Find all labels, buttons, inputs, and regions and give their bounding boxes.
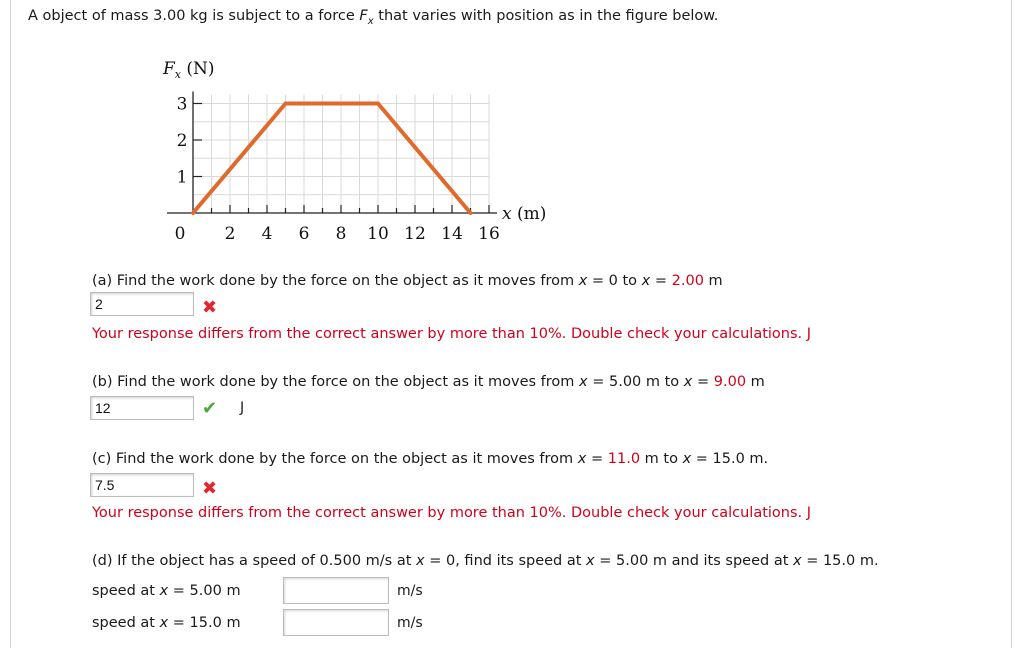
y-tick-label: 3: [176, 94, 188, 115]
x-tick-label: 12: [404, 224, 426, 244]
answer-input-b[interactable]: [90, 396, 194, 420]
speed-unit-2: m/s: [397, 615, 423, 631]
x-tick-label: 16: [478, 224, 500, 244]
question-d: (d) If the object has a speed of 0.500 m/s at x = 0, find its speed at x = 5.00 m and its speed at x = 15.0 m.: [92, 553, 879, 569]
y-tick-label: 2: [176, 131, 188, 151]
highlight-value-b: 9.00: [713, 374, 747, 390]
answer-input-a[interactable]: [90, 292, 194, 316]
x-tick-label: 0: [174, 224, 186, 244]
highlight-value-c: 11.0: [607, 451, 641, 467]
x-tick-label: 14: [441, 224, 463, 244]
problem-text-prefix: A object of mass 3.00 kg is subject to a force: [28, 8, 360, 24]
speed-input-2[interactable]: [283, 609, 389, 636]
x-mark-icon: ✖: [202, 478, 218, 499]
x-axis-label: x (m): [502, 204, 547, 224]
x-tick-label: 10: [367, 224, 389, 244]
problem-text-suffix: that varies with position as in the figure below.: [373, 8, 719, 24]
y-axis-label: $F_x$ (N): [163, 59, 215, 81]
highlight-value-a: 2.00: [671, 273, 704, 289]
speed-input-1[interactable]: [283, 577, 389, 604]
question-b: (b) Find the work done by the force on the object as it moves from x = 5.00 m to x = 9.00 m: [92, 374, 765, 390]
x-tick-label: 2: [224, 224, 236, 244]
speed-label-2: speed at x = 15.0 m: [92, 615, 241, 631]
x-mark-icon: ✖: [202, 297, 218, 318]
x-tick-label: 6: [298, 224, 310, 244]
error-message-a: Your response differs from the correct answer by more than 10%. Double check your calculations. J: [92, 326, 812, 342]
question-c: (c) Find the work done by the force on the object as it moves from x = 11.0 m to x = 15.0 m.: [92, 451, 769, 467]
x-tick-label: 4: [261, 224, 273, 244]
answer-input-c[interactable]: [90, 473, 194, 497]
speed-unit-1: m/s: [397, 583, 423, 599]
check-icon: ✔: [202, 398, 218, 419]
force-position-chart: [150, 52, 570, 252]
error-message-c: Your response differs from the correct answer by more than 10%. Double check your calculations. J: [92, 505, 812, 521]
question-a: (a) Find the work done by the force on the object as it moves from x = 0 to x = 2.00 m: [92, 273, 723, 289]
chart-grid: [193, 95, 489, 214]
speed-label-1: speed at x = 5.00 m: [92, 583, 241, 599]
x-tick-label: 8: [335, 224, 347, 244]
y-tick-label: 1: [176, 167, 188, 188]
problem-statement: [28, 8, 718, 27]
force-symbol: $F_x$: [359, 8, 374, 27]
answer-unit-b: J: [240, 400, 245, 416]
